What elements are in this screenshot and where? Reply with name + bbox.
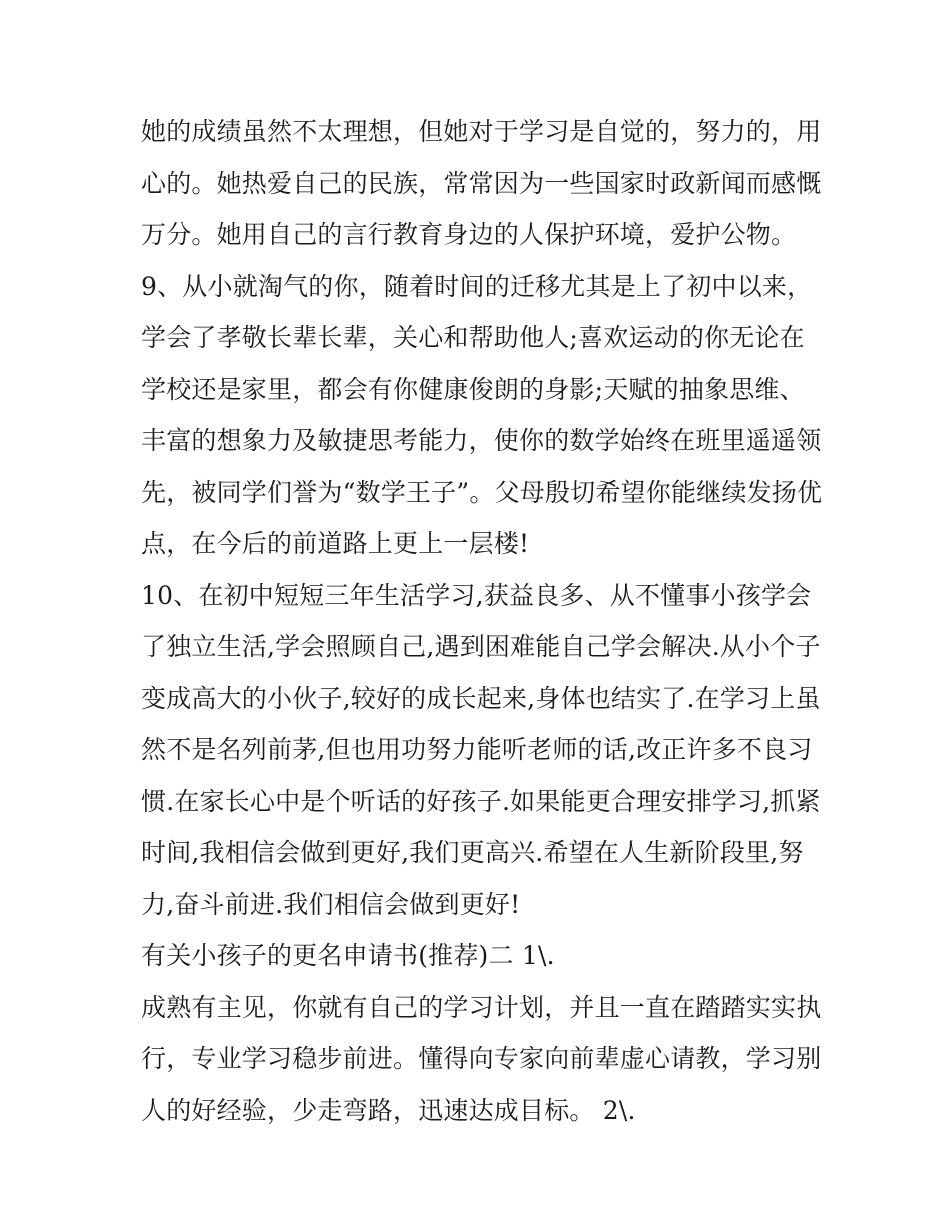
text-line: 变成高大的小伙子,较好的成长起来,身体也结实了.在学习上虽 <box>141 683 821 713</box>
text-line: 她的成绩虽然不太理想，但她对于学习是自觉的，努力的，用 <box>141 117 822 146</box>
text-line: 人的好经验，少走弯路，迅速达成目标。 2\. <box>141 1095 636 1125</box>
text-line: 力,奋斗前进.我们相信会做到更好! <box>141 889 521 919</box>
document-body <box>141 106 821 1136</box>
text-line: 10、在初中短短三年生活学习,获益良多、从不懂事小孩学会 <box>141 580 812 610</box>
text-line: 了独立生活,学会照顾自己,遇到困难能自己学会解决.从小个子 <box>141 632 821 661</box>
text-line: 惯.在家长心中是个听话的好孩子.如果能更合理安排学习,抓紧 <box>141 786 821 816</box>
text-line: 点，在今后的前道路上更上一层楼! <box>141 529 530 558</box>
text-line: 然不是名列前茅,但也用功努力能听老师的话,改正许多不良习 <box>141 735 813 764</box>
text-line: 成熟有主见，你就有自己的学习计划，并且一直在踏踏实实执 <box>141 992 822 1022</box>
text-line: 先，被同学们誉为“数学王子”。父母殷切希望你能继续发扬优 <box>141 477 823 507</box>
text-line: 万分。她用自己的言行教育身边的人保护环境，爱护公物。 <box>141 220 797 249</box>
text-line: 9、从小就淘气的你，随着时间的迁移尤其是上了初中以来， <box>141 271 813 301</box>
text-line: 时间,我相信会做到更好,我们更高兴.希望在人生新阶段里,努 <box>141 838 804 867</box>
text-line: 心的。她热爱自己的民族，常常因为一些国家时政新闻而感慨 <box>141 168 822 198</box>
section-heading: 有关小孩子的更名申请书(推荐)二 1\. <box>141 941 555 970</box>
text-line: 学会了孝敬长辈长辈，关心和帮助他人;喜欢运动的你无论在 <box>141 323 805 352</box>
text-line: 学校还是家里，都会有你健康俊朗的身影;天赋的抽象思维、 <box>141 374 805 404</box>
text-line: 丰富的想象力及敏捷思考能力，使你的数学始终在班里遥遥领 <box>141 426 822 455</box>
text-line: 行，专业学习稳步前进。懂得向专家向前辈虚心请教，学习别 <box>141 1044 822 1073</box>
